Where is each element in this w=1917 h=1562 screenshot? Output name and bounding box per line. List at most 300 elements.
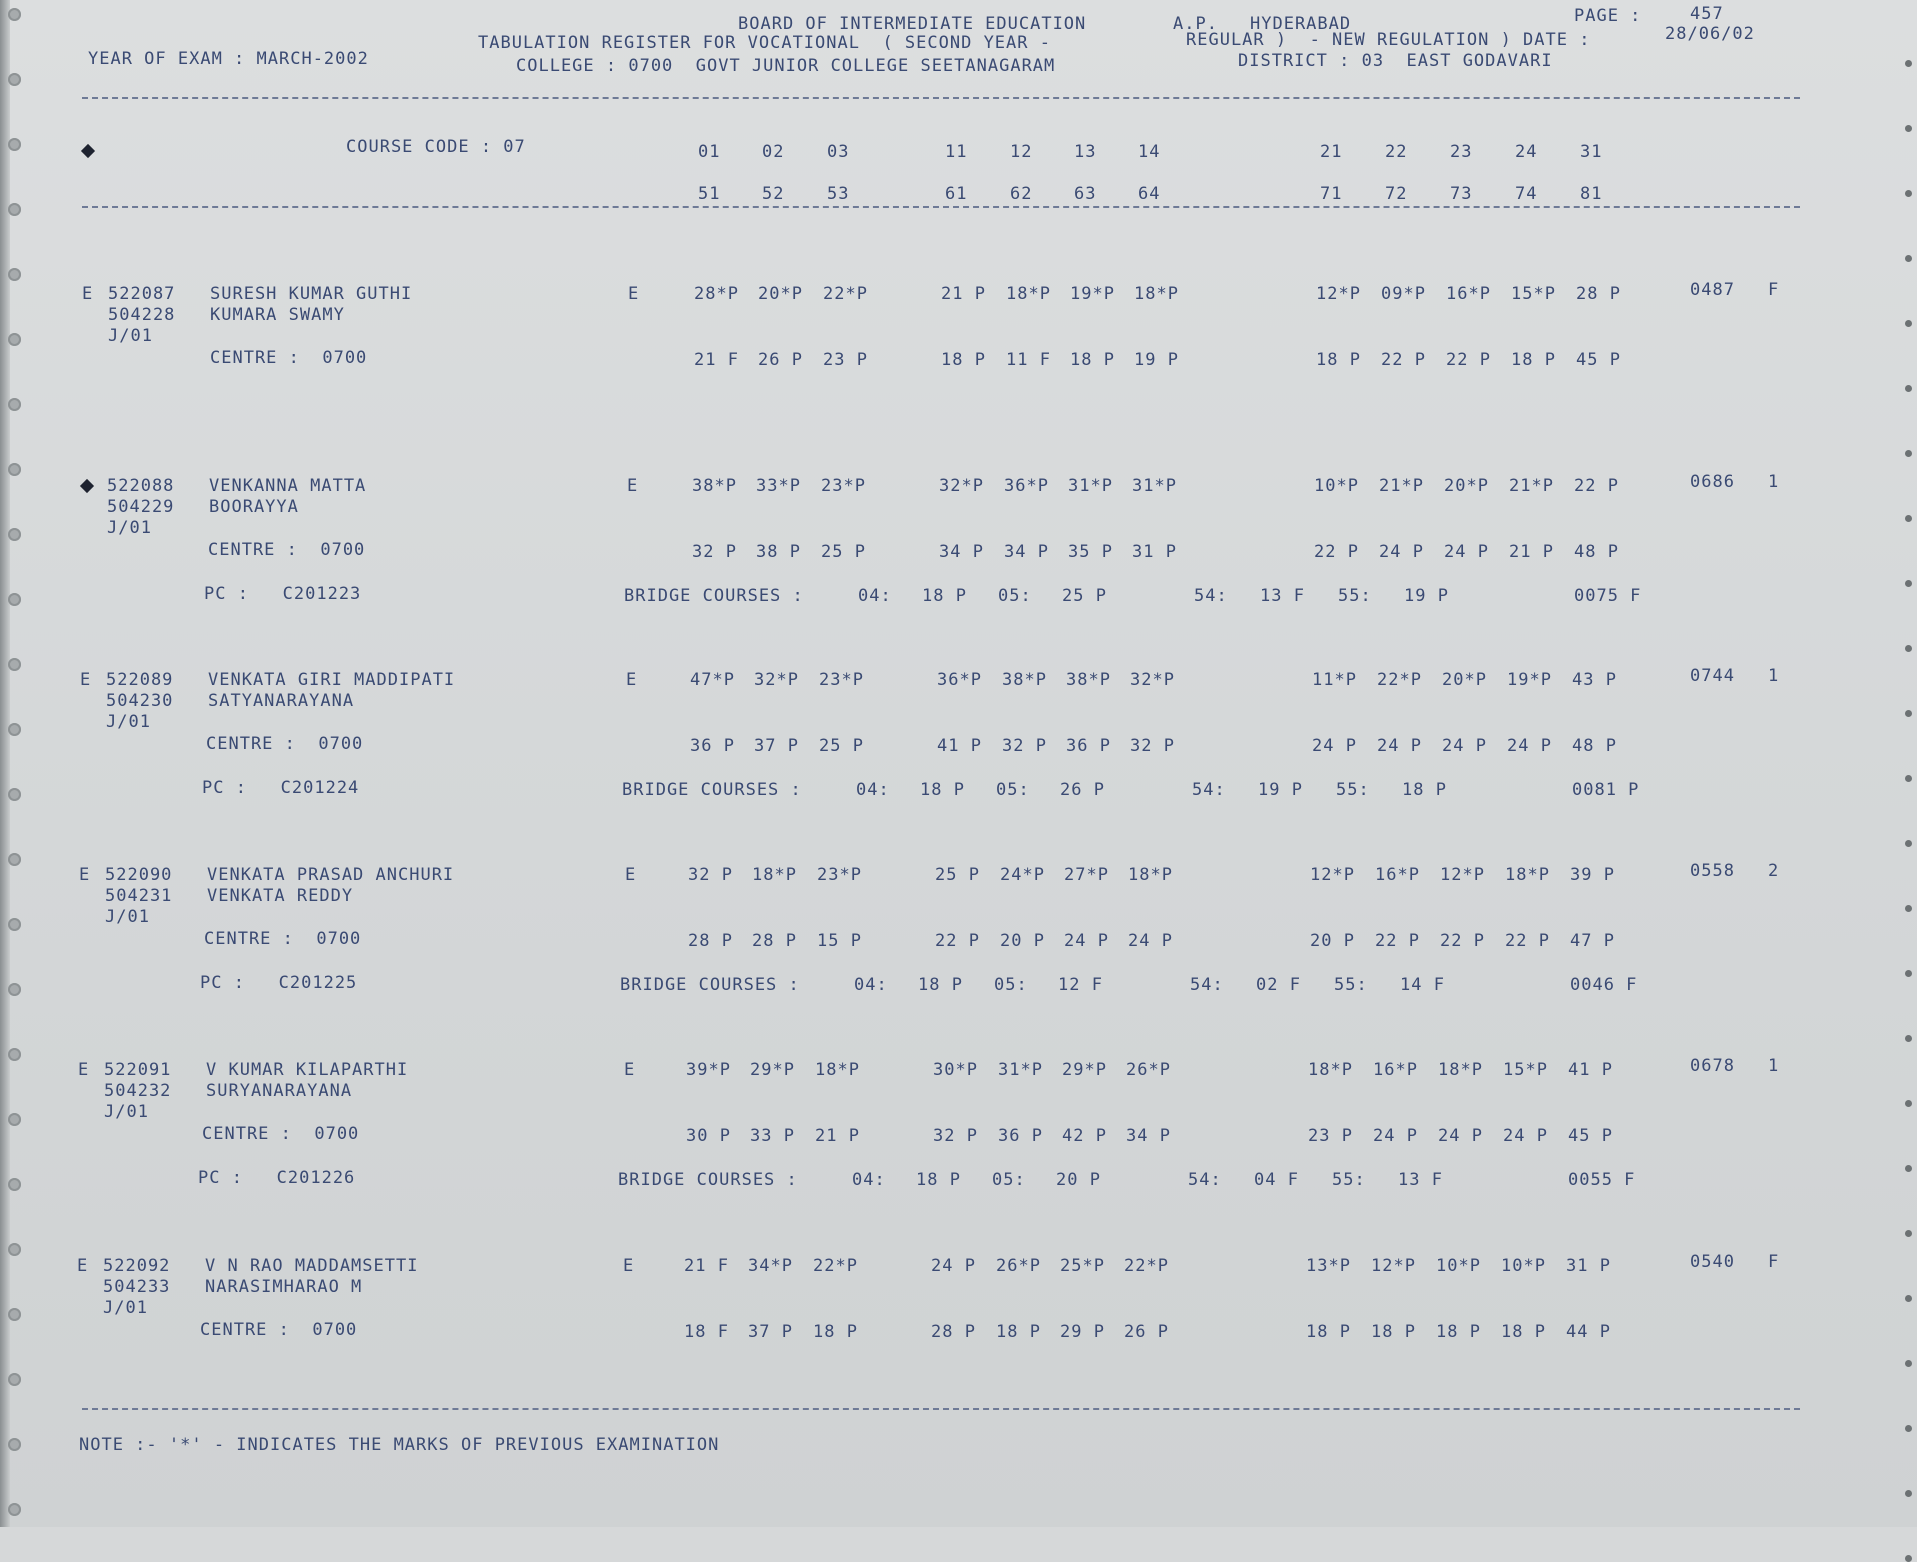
medium-code: E <box>626 670 638 690</box>
mark-cell: 28 P <box>752 931 797 951</box>
mark-cell: 18*P <box>1006 284 1051 304</box>
column-code-row1: 14 <box>1138 142 1161 162</box>
sheet-binding-edge <box>0 0 10 1527</box>
mark-cell: 41 P <box>1568 1060 1613 1080</box>
total-marks: 0540 <box>1690 1252 1735 1272</box>
column-code-row2: 81 <box>1580 184 1603 204</box>
mark-cell: 26*P <box>1126 1060 1171 1080</box>
mark-cell: 32 P <box>688 865 733 885</box>
mark-cell: 36 P <box>1066 736 1111 756</box>
mark-cell: 22*P <box>1124 1256 1169 1276</box>
mark-cell: 36*P <box>937 670 982 690</box>
mark-cell: 29*P <box>1062 1060 1107 1080</box>
mark-cell: 11*P <box>1312 670 1357 690</box>
feed-hole <box>1905 190 1912 197</box>
feed-hole <box>8 853 21 866</box>
mark-cell: 34*P <box>748 1256 793 1276</box>
mark-cell: 12*P <box>1316 284 1361 304</box>
pc-code: PC : C201226 <box>198 1168 356 1188</box>
exam-centre: CENTRE : 0700 <box>200 1320 358 1340</box>
feed-hole <box>1905 1100 1912 1107</box>
mark-cell: 24 P <box>1377 736 1422 756</box>
column-code-row1: 22 <box>1385 142 1408 162</box>
mark-cell: 24 P <box>1442 736 1487 756</box>
mark-cell: 18 P <box>1511 350 1556 370</box>
header-rule <box>82 97 1800 99</box>
mark-cell: 22 P <box>1375 931 1420 951</box>
mark-cell: 18 P <box>813 1322 858 1342</box>
result-code: 1 <box>1768 666 1780 686</box>
mark-cell: 18 F <box>684 1322 729 1342</box>
column-code-row2: 74 <box>1515 184 1538 204</box>
feed-hole <box>8 528 21 541</box>
feed-hole <box>1905 60 1912 67</box>
exam-flag: E <box>79 865 91 885</box>
group-code: J/01 <box>108 326 153 346</box>
mark-cell: 32*P <box>1130 670 1175 690</box>
bridge-courses-label: BRIDGE COURSES : <box>624 586 804 606</box>
mark-cell: 25 P <box>935 865 980 885</box>
bridge-code: 55: <box>1332 1170 1366 1190</box>
feed-hole <box>8 138 21 151</box>
bridge-code: 54: <box>1190 975 1224 995</box>
registration-number: 504233 <box>103 1277 171 1297</box>
feed-hole <box>1905 1230 1912 1237</box>
bridge-courses-label: BRIDGE COURSES : <box>620 975 800 995</box>
registration-number: 504232 <box>104 1081 172 1101</box>
column-code-row2: 51 <box>698 184 721 204</box>
bridge-code: 54: <box>1194 586 1228 606</box>
father-name: BOORAYYA <box>209 497 299 517</box>
board-title: BOARD OF INTERMEDIATE EDUCATION <box>738 14 1087 34</box>
bridge-code: 05: <box>992 1170 1026 1190</box>
exam-flag: E <box>77 1256 89 1276</box>
mark-cell: 44 P <box>1566 1322 1611 1342</box>
mark-cell: 31*P <box>1132 476 1177 496</box>
feed-hole <box>8 73 21 86</box>
mark-cell: 18 P <box>1501 1322 1546 1342</box>
mark-cell: 22*P <box>823 284 868 304</box>
feed-hole <box>1905 255 1912 262</box>
mark-cell: 15 P <box>817 931 862 951</box>
column-code-row1: 03 <box>827 142 850 162</box>
feed-hole <box>1905 840 1912 847</box>
mark-cell: 22 P <box>1314 542 1359 562</box>
mark-cell: 32*P <box>939 476 984 496</box>
feed-hole <box>1905 775 1912 782</box>
student-name: V N RAO MADDAMSETTI <box>205 1256 419 1276</box>
total-marks: 0678 <box>1690 1056 1735 1076</box>
bridge-mark: 20 P <box>1056 1170 1101 1190</box>
mark-cell: 13*P <box>1306 1256 1351 1276</box>
column-code-row2: 61 <box>945 184 968 204</box>
pc-code: PC : C201224 <box>202 778 360 798</box>
feed-hole <box>8 593 21 606</box>
result-code: F <box>1768 1252 1780 1272</box>
mark-cell: 21 F <box>694 350 739 370</box>
mark-cell: 26 P <box>758 350 803 370</box>
mark-cell: 32 P <box>1002 736 1047 756</box>
medium-code: E <box>627 476 639 496</box>
mark-cell: 20*P <box>1442 670 1487 690</box>
bridge-mark: 02 F <box>1256 975 1301 995</box>
mark-cell: 24 P <box>1128 931 1173 951</box>
bridge-code: 04: <box>856 780 890 800</box>
feed-hole <box>1905 320 1912 327</box>
bridge-mark: 18 P <box>916 1170 961 1190</box>
footer-rule <box>82 1408 1800 1410</box>
feed-hole <box>1905 645 1912 652</box>
bridge-mark: 25 P <box>1062 586 1107 606</box>
mark-cell: 37 P <box>748 1322 793 1342</box>
feed-hole <box>1905 1035 1912 1042</box>
mark-cell: 10*P <box>1314 476 1359 496</box>
father-name: KUMARA SWAMY <box>210 305 345 325</box>
mark-cell: 25 P <box>821 542 866 562</box>
feed-hole <box>1905 515 1912 522</box>
mark-cell: 23*P <box>817 865 862 885</box>
mark-cell: 18 P <box>996 1322 1041 1342</box>
city-label: HYDERABAD <box>1250 14 1352 34</box>
mark-cell: 23*P <box>819 670 864 690</box>
feed-hole <box>8 203 21 216</box>
year-of-exam: YEAR OF EXAM : MARCH-2002 <box>88 49 369 69</box>
mark-cell: 29*P <box>750 1060 795 1080</box>
feed-hole <box>8 658 21 671</box>
bridge-code: 04: <box>854 975 888 995</box>
bridge-code: 55: <box>1338 586 1372 606</box>
mark-cell: 24 P <box>1444 542 1489 562</box>
mark-cell: 30*P <box>933 1060 978 1080</box>
feed-hole <box>8 1503 21 1516</box>
bridge-mark: 18 P <box>1402 780 1447 800</box>
mark-cell: 12*P <box>1371 1256 1416 1276</box>
bridge-code: 05: <box>998 586 1032 606</box>
group-code: J/01 <box>104 1102 149 1122</box>
bridge-mark: 18 P <box>918 975 963 995</box>
pc-code: PC : C201225 <box>200 973 358 993</box>
exam-centre: CENTRE : 0700 <box>210 348 368 368</box>
mark-cell: 24 P <box>1312 736 1357 756</box>
feed-hole <box>8 333 21 346</box>
mark-cell: 43 P <box>1572 670 1617 690</box>
column-code-row1: 21 <box>1320 142 1343 162</box>
exam-centre: CENTRE : 0700 <box>208 540 366 560</box>
feed-hole <box>8 1243 21 1256</box>
total-marks: 0744 <box>1690 666 1735 686</box>
mark-cell: 18 P <box>1371 1322 1416 1342</box>
mark-cell: 34 P <box>1126 1126 1171 1146</box>
feed-hole <box>1905 1490 1912 1497</box>
mark-cell: 31*P <box>998 1060 1043 1080</box>
bridge-code: 04: <box>858 586 892 606</box>
bridge-total: 0081 P <box>1572 780 1640 800</box>
feed-hole <box>8 1178 21 1191</box>
regulation-label: REGULAR ) - NEW REGULATION ) DATE : <box>1186 30 1591 50</box>
group-code: J/01 <box>105 907 150 927</box>
page-label: PAGE : <box>1574 6 1642 26</box>
mark-cell: 24 P <box>1064 931 1109 951</box>
mark-cell: 32 P <box>1130 736 1175 756</box>
mark-cell: 38*P <box>1002 670 1047 690</box>
mark-cell: 15*P <box>1503 1060 1548 1080</box>
feed-hole <box>8 268 21 281</box>
group-code: J/01 <box>106 712 151 732</box>
mark-cell: 42 P <box>1062 1126 1107 1146</box>
bridge-courses-label: BRIDGE COURSES : <box>622 780 802 800</box>
bridge-code: 55: <box>1334 975 1368 995</box>
mark-cell: 24 P <box>1503 1126 1548 1146</box>
mark-cell: 18*P <box>1505 865 1550 885</box>
exam-centre: CENTRE : 0700 <box>206 734 364 754</box>
mark-cell: 18*P <box>1128 865 1173 885</box>
bridge-mark: 18 P <box>920 780 965 800</box>
mark-cell: 31 P <box>1132 542 1177 562</box>
feed-hole <box>1905 1165 1912 1172</box>
mark-cell: 36 P <box>690 736 735 756</box>
mark-cell: 21 P <box>815 1126 860 1146</box>
mark-cell: 33 P <box>750 1126 795 1146</box>
registration-number: 504230 <box>106 691 174 711</box>
mark-cell: 22 P <box>935 931 980 951</box>
mark-cell: 22 P <box>1446 350 1491 370</box>
print-date: 28/06/02 <box>1665 24 1755 44</box>
mark-cell: 28*P <box>694 284 739 304</box>
column-code-row2: 52 <box>762 184 785 204</box>
mark-cell: 22 P <box>1381 350 1426 370</box>
bridge-mark: 12 F <box>1058 975 1103 995</box>
mark-cell: 31 P <box>1566 1256 1611 1276</box>
feed-hole <box>8 918 21 931</box>
mark-cell: 20 P <box>1000 931 1045 951</box>
bridge-mark: 13 F <box>1398 1170 1443 1190</box>
column-code-row2: 53 <box>827 184 850 204</box>
feed-hole <box>8 1308 21 1321</box>
mark-cell: 27*P <box>1064 865 1109 885</box>
mark-cell: 16*P <box>1375 865 1420 885</box>
exam-flag: E <box>78 1060 90 1080</box>
district-line: DISTRICT : 03 EAST GODAVARI <box>1238 51 1553 71</box>
mark-cell: 22 P <box>1505 931 1550 951</box>
student-name: VENKATA GIRI MADDIPATI <box>208 670 456 690</box>
feed-hole <box>1905 710 1912 717</box>
column-code-row1: 31 <box>1580 142 1603 162</box>
column-code-row1: 24 <box>1515 142 1538 162</box>
group-code: J/01 <box>103 1298 148 1318</box>
mark-cell: 20 P <box>1310 931 1355 951</box>
mark-cell: 35 P <box>1068 542 1113 562</box>
feed-hole <box>8 983 21 996</box>
column-code-row2: 63 <box>1074 184 1097 204</box>
feed-hole <box>8 723 21 736</box>
bridge-mark: 19 P <box>1404 586 1449 606</box>
mark-cell: 18*P <box>815 1060 860 1080</box>
feed-hole <box>8 1373 21 1386</box>
mark-cell: 39*P <box>686 1060 731 1080</box>
column-code-row2: 71 <box>1320 184 1343 204</box>
bridge-code: 05: <box>996 780 1030 800</box>
father-name: SATYANARAYANA <box>208 691 355 711</box>
mark-cell: 48 P <box>1574 542 1619 562</box>
mark-cell: 21 F <box>684 1256 729 1276</box>
column-rule <box>82 206 1800 208</box>
bridge-total: 0075 F <box>1574 586 1642 606</box>
mark-cell: 18 P <box>941 350 986 370</box>
student-name: V KUMAR KILAPARTHI <box>206 1060 409 1080</box>
bridge-mark: 04 F <box>1254 1170 1299 1190</box>
total-marks: 0686 <box>1690 472 1735 492</box>
bridge-mark: 18 P <box>922 586 967 606</box>
mark-cell: 20*P <box>758 284 803 304</box>
column-code-row1: 23 <box>1450 142 1473 162</box>
mark-cell: 18*P <box>1438 1060 1483 1080</box>
footnote: NOTE :- '*' - INDICATES THE MARKS OF PREVIOUS EXAMINATION <box>79 1435 720 1455</box>
mark-cell: 26 P <box>1124 1322 1169 1342</box>
registration-number: 504231 <box>105 886 173 906</box>
mark-cell: 16*P <box>1446 284 1491 304</box>
mark-cell: 18*P <box>1308 1060 1353 1080</box>
bridge-code: 54: <box>1192 780 1226 800</box>
mark-cell: 19*P <box>1070 284 1115 304</box>
result-code: 1 <box>1768 1056 1780 1076</box>
mark-cell: 24 P <box>1438 1126 1483 1146</box>
exam-centre: CENTRE : 0700 <box>202 1124 360 1144</box>
registration-number: 504228 <box>108 305 176 325</box>
bridge-mark: 14 F <box>1400 975 1445 995</box>
father-name: NARASIMHARAO M <box>205 1277 363 1297</box>
column-code-row1: 02 <box>762 142 785 162</box>
column-code-row2: 64 <box>1138 184 1161 204</box>
feed-hole <box>8 788 21 801</box>
column-code-row1: 13 <box>1074 142 1097 162</box>
feed-hole <box>1905 905 1912 912</box>
feed-hole <box>1905 1425 1912 1432</box>
mark-cell: 33*P <box>756 476 801 496</box>
mark-cell: 22*P <box>813 1256 858 1276</box>
mark-cell: 19 P <box>1134 350 1179 370</box>
bridge-code: 05: <box>994 975 1028 995</box>
hall-ticket-number: 522088 <box>107 476 175 496</box>
mark-cell: 24 P <box>931 1256 976 1276</box>
medium-code: E <box>628 284 640 304</box>
mark-cell: 36*P <box>1004 476 1049 496</box>
page-number: 457 <box>1690 4 1724 24</box>
mark-cell: 18 P <box>1070 350 1115 370</box>
feed-hole <box>8 1438 21 1451</box>
mark-cell: 39 P <box>1570 865 1615 885</box>
bridge-code: 54: <box>1188 1170 1222 1190</box>
mark-cell: 29 P <box>1060 1322 1105 1342</box>
medium-code: E <box>623 1256 635 1276</box>
feed-hole <box>1905 1360 1912 1367</box>
bridge-mark: 26 P <box>1060 780 1105 800</box>
mark-cell: 28 P <box>931 1322 976 1342</box>
result-code: 2 <box>1768 861 1780 881</box>
mark-cell: 18*P <box>1134 284 1179 304</box>
registration-number: 504229 <box>107 497 175 517</box>
mark-cell: 31*P <box>1068 476 1113 496</box>
feed-hole <box>1905 970 1912 977</box>
mark-cell: 10*P <box>1501 1256 1546 1276</box>
feed-hole <box>8 1048 21 1061</box>
hall-ticket-number: 522091 <box>104 1060 172 1080</box>
mark-cell: 34 P <box>1004 542 1049 562</box>
mark-cell: 28 P <box>688 931 733 951</box>
hall-ticket-number: 522092 <box>103 1256 171 1276</box>
feed-hole <box>1905 580 1912 587</box>
exam-flag: E <box>80 670 92 690</box>
mark-cell: 38*P <box>692 476 737 496</box>
mark-cell: 21 P <box>941 284 986 304</box>
feed-hole <box>8 8 21 21</box>
mark-cell: 24*P <box>1000 865 1045 885</box>
mark-cell: 21*P <box>1379 476 1424 496</box>
student-name: VENKANNA MATTA <box>209 476 367 496</box>
pc-code: PC : C201223 <box>204 584 362 604</box>
mark-cell: 30 P <box>686 1126 731 1146</box>
mark-cell: 24 P <box>1373 1126 1418 1146</box>
feed-hole <box>8 1113 21 1126</box>
group-code: J/01 <box>107 518 152 538</box>
mark-cell: 16*P <box>1373 1060 1418 1080</box>
mark-cell: 24 P <box>1507 736 1552 756</box>
mark-cell: 18 P <box>1316 350 1361 370</box>
medium-code: E <box>625 865 637 885</box>
mark-cell: 32 P <box>692 542 737 562</box>
mark-cell: 45 P <box>1576 350 1621 370</box>
mark-cell: 38 P <box>756 542 801 562</box>
course-code: COURSE CODE : 07 <box>346 137 526 157</box>
mark-cell: 47*P <box>690 670 735 690</box>
student-name: VENKATA PRASAD ANCHURI <box>207 865 455 885</box>
college-line: COLLEGE : 0700 GOVT JUNIOR COLLEGE SEETANAGARAM <box>516 56 1056 76</box>
mark-cell: 10*P <box>1436 1256 1481 1276</box>
result-code: F <box>1768 280 1780 300</box>
mark-cell: 25 P <box>819 736 864 756</box>
mark-cell: 37 P <box>754 736 799 756</box>
mark-cell: 47 P <box>1570 931 1615 951</box>
father-name: SURYANARAYANA <box>206 1081 353 1101</box>
mark-cell: 23*P <box>821 476 866 496</box>
column-code-row2: 73 <box>1450 184 1473 204</box>
column-code-row2: 62 <box>1010 184 1033 204</box>
mark-cell: 34 P <box>939 542 984 562</box>
mark-cell: 15*P <box>1511 284 1556 304</box>
hall-ticket-number: 522090 <box>105 865 173 885</box>
result-code: 1 <box>1768 472 1780 492</box>
mark-cell: 09*P <box>1381 284 1426 304</box>
feed-hole <box>8 463 21 476</box>
total-marks: 0487 <box>1690 280 1735 300</box>
column-code-row1: 11 <box>945 142 968 162</box>
mark-cell: 18 P <box>1306 1322 1351 1342</box>
mark-cell: 32 P <box>933 1126 978 1146</box>
mark-cell: 18 P <box>1436 1322 1481 1342</box>
bridge-courses-label: BRIDGE COURSES : <box>618 1170 798 1190</box>
column-code-row1: 12 <box>1010 142 1033 162</box>
hall-ticket-number: 522089 <box>106 670 174 690</box>
medium-code: E <box>624 1060 636 1080</box>
mark-cell: 20*P <box>1444 476 1489 496</box>
feed-hole <box>1905 1295 1912 1302</box>
mark-cell: 41 P <box>937 736 982 756</box>
mark-cell: 22 P <box>1440 931 1485 951</box>
mark-cell: 12*P <box>1310 865 1355 885</box>
bridge-mark: 19 P <box>1258 780 1303 800</box>
register-title: TABULATION REGISTER FOR VOCATIONAL ( SECOND YEAR - <box>478 33 1051 53</box>
mark-cell: 23 P <box>1308 1126 1353 1146</box>
total-marks: 0558 <box>1690 861 1735 881</box>
